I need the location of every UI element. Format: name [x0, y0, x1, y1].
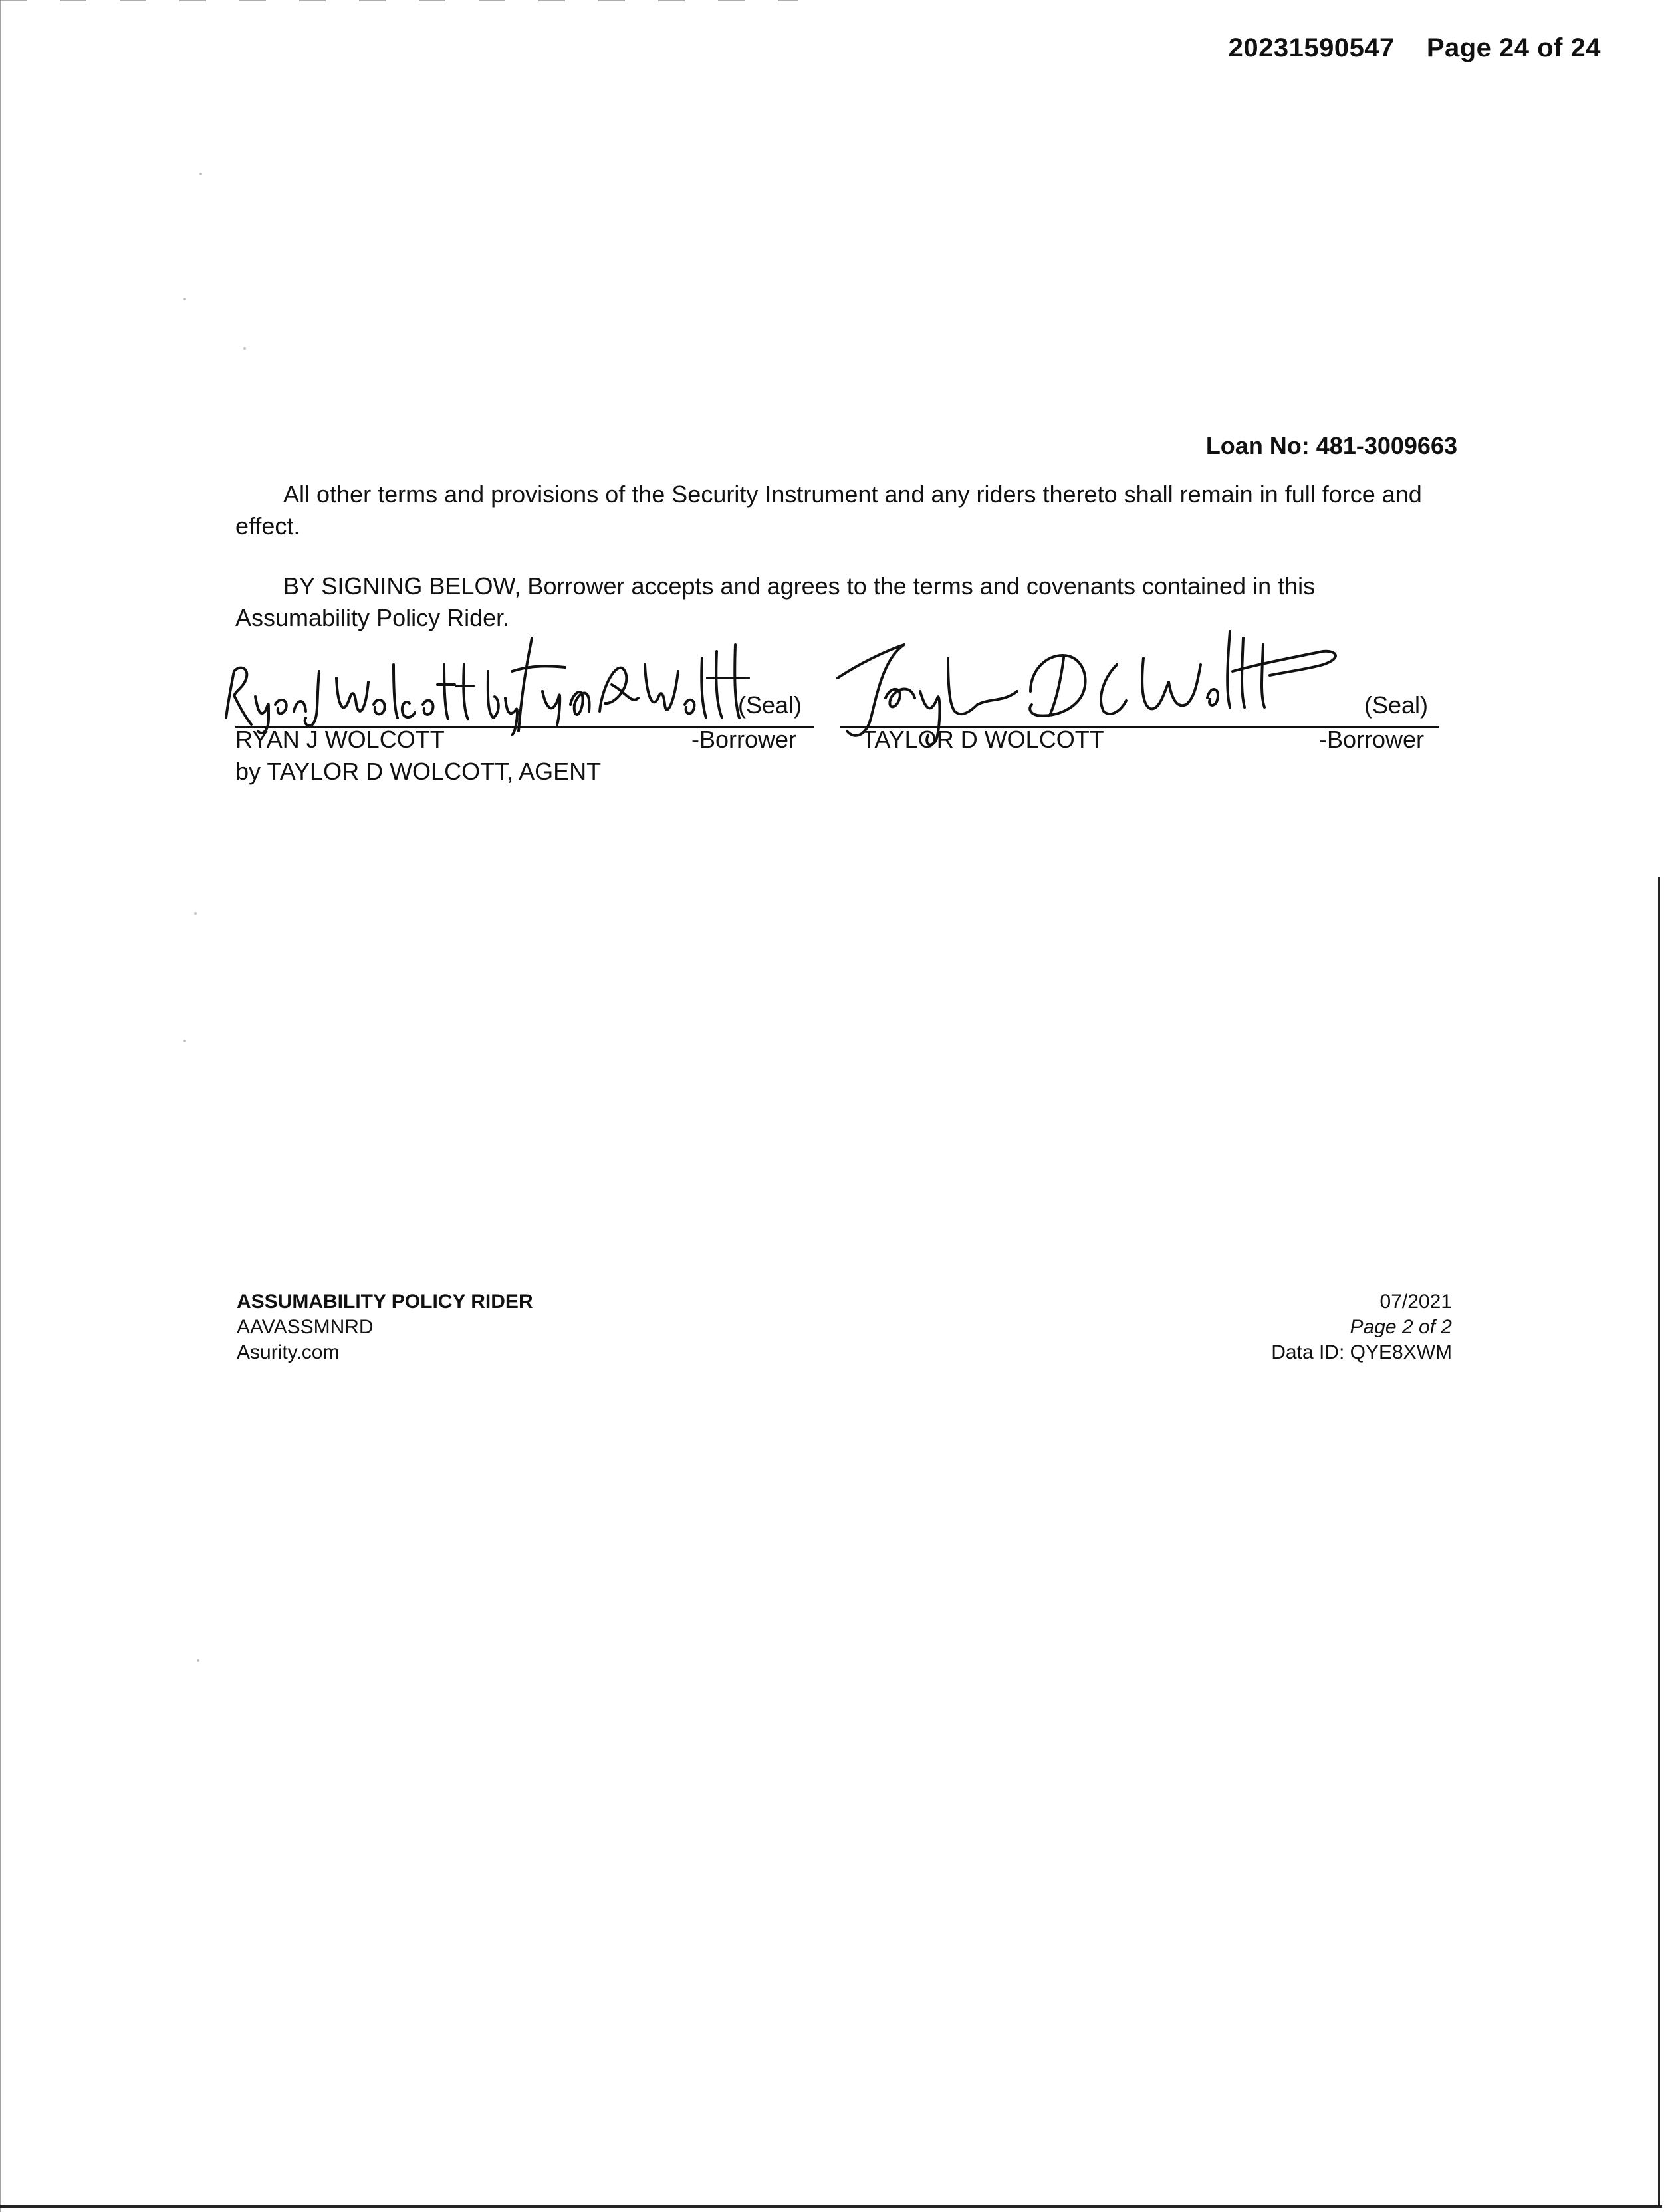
- scan-edge-bottom: [0, 2205, 1662, 2208]
- scan-speck: [183, 1040, 186, 1042]
- borrower-role-right: -Borrower: [1319, 726, 1425, 753]
- recording-header: [1229, 33, 1601, 63]
- footer-right: [1271, 1289, 1452, 1365]
- scan-edge-top: [0, 0, 798, 1]
- vendor-website: Asurity.com: [237, 1341, 340, 1363]
- signature-ryan-wolcott-handwritten: [219, 618, 751, 738]
- scan-speck: [194, 912, 197, 915]
- data-id: Data ID: QYE8XWM: [1271, 1341, 1452, 1363]
- scan-speck: [243, 347, 246, 350]
- document-number: 20231590547: [1228, 33, 1395, 62]
- borrower-name-ryan: RYAN J WOLCOTT: [235, 726, 445, 753]
- borrower-role-left: -Borrower: [691, 726, 797, 753]
- agent-line: by TAYLOR D WOLCOTT, AGENT: [235, 758, 602, 785]
- form-page-number: Page 2 of 2: [1350, 1316, 1452, 1338]
- page-counter: Page 24 of 24: [1426, 33, 1601, 62]
- signing-paragraph: BY SIGNING BELOW, Borrower accepts and agrees to the terms and covenants contained in this Assumability Policy Rider.: [235, 572, 1316, 631]
- scan-speck: [183, 298, 186, 300]
- footer-left: [237, 1289, 533, 1365]
- scan-edge-left: [0, 0, 1, 2212]
- seal-label-left: (Seal): [738, 691, 802, 719]
- terms-paragraph: All other terms and provisions of the Security Instrument and any riders thereto shall remain in full force and effect.: [235, 481, 1422, 540]
- form-date: 07/2021: [1379, 1291, 1452, 1313]
- scan-speck: [197, 1659, 199, 1662]
- seal-label-right: (Seal): [1364, 691, 1429, 719]
- borrower-name-taylor: TAYLOR D WOLCOTT: [862, 726, 1104, 753]
- loan-number: Loan No: 481-3009663: [1205, 432, 1457, 459]
- form-code: AAVASSMNRD: [237, 1316, 374, 1338]
- form-title: ASSUMABILITY POLICY RIDER: [237, 1291, 533, 1313]
- scan-speck: [199, 173, 202, 175]
- scan-edge-right: [1658, 877, 1660, 2207]
